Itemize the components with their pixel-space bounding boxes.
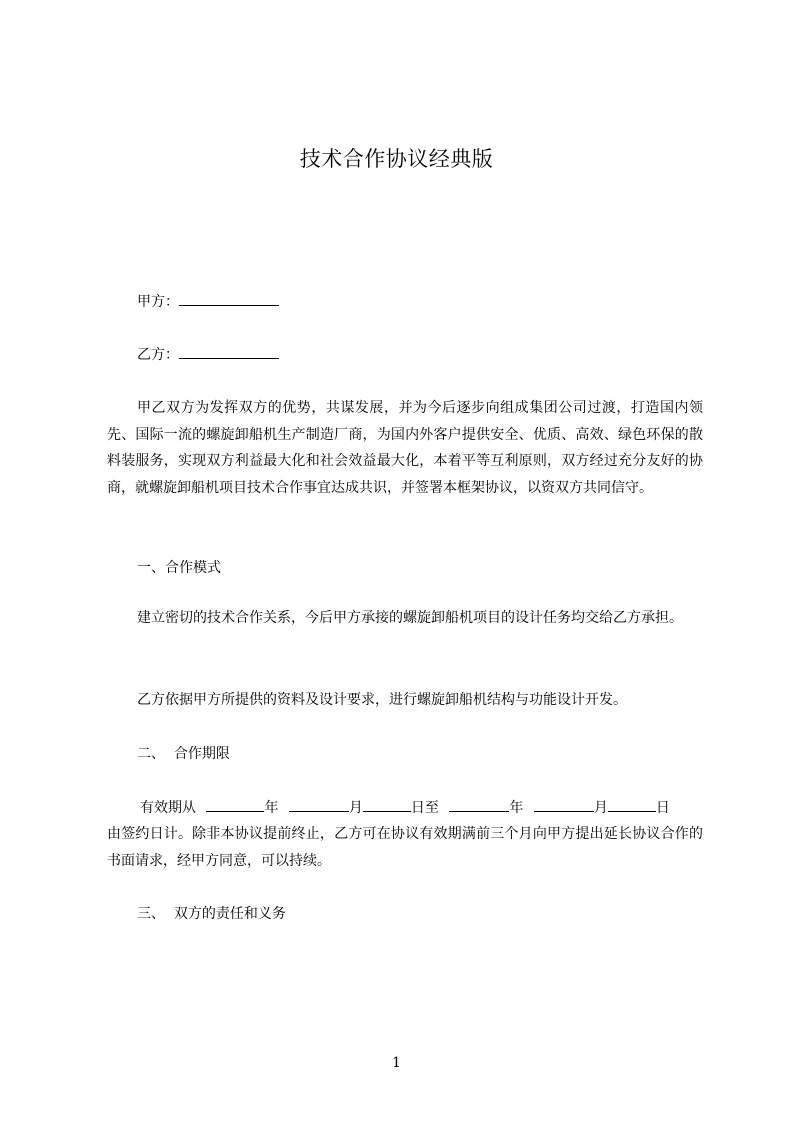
start-month-blank [289, 797, 349, 812]
intro-paragraph: 甲乙双方为发挥双方的优势，共谋发展，并为今后逐步向组成集团公司过渡，打造国内领先、国际一流的螺旋卸船机生产制造厂商，为国内外客户提供安全、优质、高效、绿色环保的散料装服务，实现双方利益最大化和社会效益最大化，本着平等互利原则，双方经过充分友好的协商，就螺旋卸船机项目技术合作事宜达成共识，并签署本框架协议，以资双方共同信守。 [107, 400, 703, 496]
party-a-blank [179, 291, 279, 306]
end-year-blank [449, 797, 509, 812]
validity-prefix: 有效期从 [140, 800, 196, 816]
end-day-blank [608, 797, 656, 812]
month-label: 月 [348, 800, 363, 816]
party-a-label: 甲方： [137, 294, 179, 310]
day2-label: 日 [655, 800, 670, 816]
section2-paragraph: 由签约日计。除非本协议提前终止，乙方可在协议有效期满前三个月向甲方提出延长协议合作的书面请求，经甲方同意，可以持续。 [107, 826, 703, 869]
year-label: 年 [264, 800, 279, 816]
section1-paragraph-2: 乙方依据甲方所提供的资料及设计要求，进行螺旋卸船机结构与功能设计开发。 [137, 692, 627, 708]
section1-heading: 一、合作模式 [137, 560, 221, 576]
validity-line [140, 797, 670, 818]
start-year-blank [206, 797, 264, 812]
party-b-line [137, 344, 279, 365]
year2-label: 年 [509, 800, 524, 816]
section3-heading: 三、 双方的责任和义务 [137, 906, 286, 922]
section1-paragraph-1: 建立密切的技术合作关系，今后甲方承接的螺旋卸船机项目的设计任务均交给乙方承担。 [137, 610, 683, 626]
party-a-line [137, 291, 279, 312]
start-day-blank [363, 797, 411, 812]
day-to-label: 日至 [410, 800, 439, 816]
section2-heading: 二、 合作期限 [137, 746, 230, 762]
party-b-label: 乙方： [137, 347, 179, 363]
party-b-blank [179, 344, 279, 359]
month2-label: 月 [593, 800, 608, 816]
page-number: 1 [392, 1055, 401, 1071]
document-title: 技术合作协议经典版 [299, 147, 494, 171]
end-month-blank [534, 797, 594, 812]
